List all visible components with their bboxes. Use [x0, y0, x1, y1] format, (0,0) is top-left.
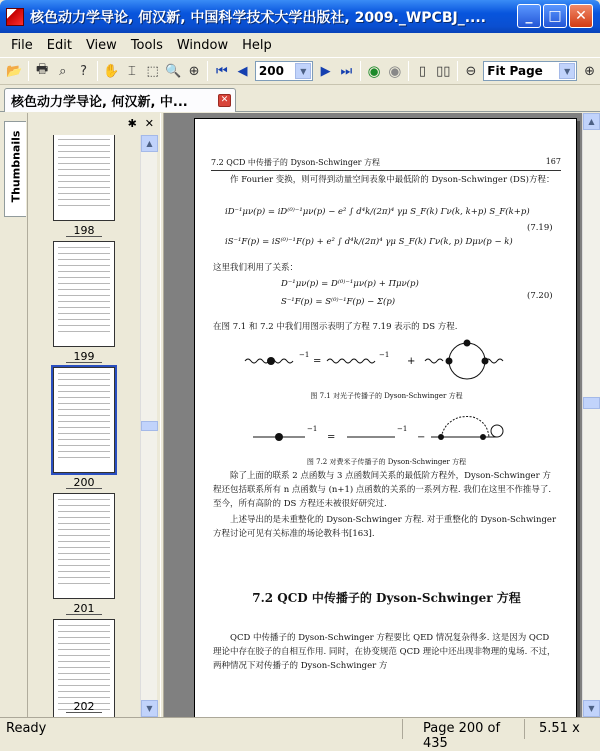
- find-icon[interactable]: ⌕: [59, 63, 67, 79]
- close-icon: ✕: [575, 8, 587, 24]
- page-number-input[interactable]: [255, 61, 313, 81]
- toolbar-separator: [207, 61, 208, 81]
- scroll-up-icon[interactable]: ▲: [583, 113, 600, 130]
- equation-number: (7.20): [527, 291, 553, 301]
- pdf-page: [194, 118, 577, 717]
- svg-text:−1: −1: [299, 351, 310, 359]
- section-title: 7.2 QCD 中传播子的 Dyson-Schwinger 方程: [252, 591, 521, 605]
- title-bar: [0, 0, 600, 33]
- svg-text:=: =: [313, 356, 322, 367]
- toolbar: [0, 57, 600, 85]
- status-ready: Ready: [6, 721, 47, 736]
- thumbnail-page[interactable]: [53, 493, 115, 599]
- svg-text:+: +: [407, 356, 416, 367]
- status-page-info: Page 200 of 435: [402, 719, 524, 739]
- menu-help[interactable]: Help: [242, 37, 272, 53]
- facing-pages-icon[interactable]: ▯▯: [436, 63, 451, 79]
- zoom-region-icon[interactable]: ⊕: [188, 63, 200, 79]
- figure-caption: 图 7.1 对光子传播子的 Dyson-Schwinger 方程: [310, 392, 463, 400]
- maximize-icon: □: [548, 8, 562, 24]
- last-page-icon[interactable]: ⏭: [340, 63, 353, 79]
- gear-icon[interactable]: ✱: [127, 116, 137, 130]
- menu-bar: [0, 33, 600, 57]
- toolbar-separator: [408, 61, 409, 81]
- paragraph: QCD 中传播子的 Dyson-Schwinger 方程要比 QED 情况复杂得多. 这是因为 QCD 理论中存在胶子的自相互作用. 同时，在协变规范 QCD 理论中还出现非物理的鬼场. 不过，两种情况下对传播子的 Dyson-Schwinger 方: [213, 633, 556, 671]
- thumbnail-page[interactable]: [53, 241, 115, 347]
- equation-number: (7.19): [527, 223, 553, 233]
- thumbnail-panel-header: [28, 113, 160, 133]
- svg-text:−1: −1: [397, 425, 408, 433]
- feynman-diagram-fermion: [235, 409, 535, 453]
- thumbnail-scrollbar[interactable]: [140, 135, 157, 717]
- toolbar-separator: [457, 61, 458, 81]
- document-tab-label: 核色动力学导论, 何汉新, 中...: [11, 95, 188, 110]
- toolbar-separator: [97, 61, 98, 81]
- menu-file[interactable]: File: [11, 37, 33, 53]
- help-icon[interactable]: ?: [80, 63, 87, 79]
- tab-thumbnails[interactable]: [4, 121, 26, 217]
- thumbnail-panel: [28, 113, 160, 717]
- feynman-diagram-photon: [235, 337, 535, 383]
- svg-text:−: −: [417, 432, 426, 443]
- equation-line: iD⁻¹μν(p) = iD⁽⁰⁾⁻¹μν(p) − e² ∫ d⁴k/(2π)⁴ γμ S_F(k) Γν(k, k+p) S_F(k+p): [225, 207, 530, 217]
- figure-caption: 图 7.2 对费米子传播子的 Dyson-Schwinger 方程: [306, 458, 467, 466]
- scroll-down-icon[interactable]: ▼: [141, 700, 158, 717]
- back-icon[interactable]: ◉: [367, 62, 381, 80]
- first-page-icon[interactable]: ⏮: [215, 63, 228, 79]
- equation-line: iS⁻¹F(p) = iS⁽⁰⁾⁻¹F(p) + e² ∫ d⁴k/(2π)⁴ γμ S_F(k) Γν(k, p) Dμν(p − k): [225, 237, 513, 247]
- select-tool-icon[interactable]: ⌶: [128, 63, 136, 79]
- close-tab-icon[interactable]: ✕: [218, 94, 231, 107]
- previous-page-icon[interactable]: ◀: [237, 63, 248, 79]
- zoom-out-icon[interactable]: ⊖: [465, 63, 477, 79]
- maximize-button[interactable]: [543, 4, 567, 28]
- page-number-value: 200: [258, 64, 284, 78]
- forward-icon[interactable]: ◉: [388, 62, 402, 80]
- menu-tools[interactable]: Tools: [130, 37, 163, 53]
- svg-text:=: =: [327, 432, 336, 443]
- scroll-up-icon[interactable]: ▲: [141, 135, 158, 152]
- page-header: [211, 157, 561, 171]
- tab-bar: [0, 86, 600, 112]
- status-bar: [0, 717, 600, 751]
- zoom-in-icon[interactable]: ⊕: [584, 63, 596, 79]
- print-icon[interactable]: 🖶: [35, 62, 49, 77]
- document-tab[interactable]: [4, 88, 236, 112]
- sidebar-tab-strip: [0, 113, 28, 717]
- zoom-value: Fit Page: [487, 64, 543, 78]
- toolbar-separator: [360, 61, 361, 81]
- scrollbar-thumb[interactable]: [141, 421, 158, 431]
- chevron-down-icon[interactable]: ▼: [559, 63, 575, 79]
- thumbnail-list: [28, 135, 140, 717]
- paragraph: 这里我们利用了关系：: [213, 263, 299, 273]
- hand-tool-icon[interactable]: ✋: [103, 63, 120, 79]
- app-icon[interactable]: [6, 8, 24, 26]
- thumbnail-page-number: 200: [66, 476, 102, 489]
- open-icon[interactable]: 📂: [6, 63, 23, 79]
- close-button[interactable]: [569, 4, 593, 28]
- scroll-down-icon[interactable]: ▼: [583, 700, 600, 717]
- paragraph: 作 Fourier 变换，则可得到动量空间表象中最低阶的 Dyson-Schwinger (DS)方程：: [230, 175, 555, 185]
- document-view: [164, 113, 582, 717]
- menu-view[interactable]: View: [85, 37, 117, 53]
- paragraph: 上述导出的是未重整化的 Dyson-Schwinger 方程. 对于重整化的 Dyson-Schwinger 方程讨论可见有关标准的场论教科书[163].: [213, 515, 557, 539]
- page-header-title: 7.2 QCD 中传播子的 Dyson-Schwinger 方程: [211, 158, 381, 167]
- thumbnail-page-number: 202: [66, 700, 102, 713]
- tab-thumbnails-label: Thumbnails: [9, 130, 23, 203]
- zoom-icon[interactable]: 🔍: [165, 63, 182, 79]
- paragraph: 在图 7.1 和 7.2 中我们用图示表明了方程 7.19 表示的 DS 方程.: [213, 322, 458, 332]
- minimize-button[interactable]: [517, 4, 541, 28]
- zoom-select[interactable]: [483, 61, 577, 81]
- thumbnail-page-number: 201: [66, 602, 102, 615]
- scrollbar-thumb[interactable]: [583, 397, 600, 409]
- document-scrollbar[interactable]: [582, 113, 600, 717]
- menu-edit[interactable]: Edit: [46, 37, 72, 53]
- single-page-icon[interactable]: ▯: [418, 63, 427, 79]
- paragraph: 除了上面的联系 2 点函数与 3 点函数间关系的最低阶方程外，Dyson-Schwinger 方程还包括联系所有 n 点函数与 (n+1) 点函数的关系的一系列方程. 我们在这里不作推导了. 至今，所有高阶的 DS 方程还未被很好研究过.: [213, 471, 552, 509]
- menu-window[interactable]: Window: [176, 37, 229, 53]
- page-header-number: 167: [545, 157, 561, 166]
- thumbnail-page-number: 199: [66, 350, 102, 363]
- chevron-down-icon[interactable]: ▼: [295, 63, 311, 79]
- close-panel-icon[interactable]: ✕: [144, 116, 154, 130]
- thumbnail-page-number: 198: [66, 224, 102, 237]
- svg-text:−1: −1: [307, 425, 318, 433]
- equation-line: D⁻¹μν(p) = D⁽⁰⁾⁻¹μν(p) + Πμν(p): [281, 279, 419, 289]
- thumbnail-page[interactable]: [53, 135, 115, 221]
- snapshot-icon[interactable]: ⬚: [146, 63, 159, 79]
- minimize-icon: _: [525, 8, 533, 24]
- thumbnail-page-selected[interactable]: [53, 367, 115, 473]
- window-title: 核色动力学导论, 何汉新, 中国科学技术大学出版社, 2009._WPCBJ_....: [30, 9, 486, 26]
- svg-text:−1: −1: [379, 351, 390, 359]
- equation-line: S⁻¹F(p) = S⁽⁰⁾⁻¹F(p) − Σ(p): [281, 297, 396, 307]
- toolbar-separator: [28, 61, 29, 81]
- next-page-icon[interactable]: ▶: [320, 63, 331, 79]
- status-page-size: 5.51 x: [524, 719, 600, 739]
